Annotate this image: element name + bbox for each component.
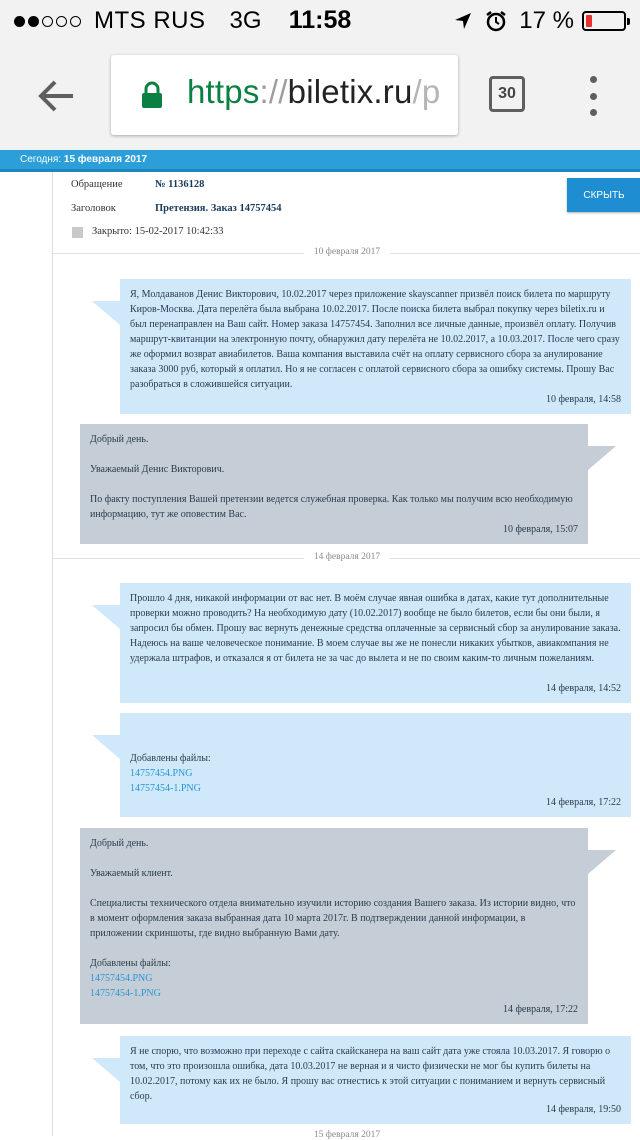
browser-toolbar — [0, 40, 640, 150]
alarm-clock-icon — [485, 10, 507, 32]
attachments-label: Добавлены файлы: — [130, 753, 211, 764]
closed-status: Закрыто: 15-02-2017 10:42:33 — [92, 226, 224, 237]
message-time: 14 февраля, 17:22 — [545, 797, 621, 808]
ticket-title: Претензия. Заказ 14757454 — [155, 203, 282, 214]
attachments-label: Добавлены файлы: — [90, 958, 171, 969]
message-user — [120, 583, 631, 703]
back-button[interactable] — [30, 72, 82, 120]
today-label: Сегодня: — [20, 154, 62, 165]
message-time: 14 февраля, 19:50 — [545, 1104, 621, 1115]
message-user — [120, 713, 631, 817]
ticket-title-label: Заголовок — [71, 203, 116, 214]
date-divider: 14 февраля 2017 — [53, 552, 640, 562]
hide-button[interactable]: СКРЫТЬ — [567, 178, 640, 212]
overflow-menu-icon[interactable] — [583, 76, 603, 116]
message-time: 10 февраля, 14:58 — [545, 394, 621, 405]
message-text: По факту поступления Вашей претензии ведется служебная проверка. Как только мы получим всю необходимую информацию, тут же оповестим Вас. — [90, 494, 573, 520]
attachment-link[interactable]: 14757454.PNG — [130, 768, 193, 779]
battery-icon — [582, 11, 626, 31]
battery-percent: 17 % — [519, 7, 574, 34]
clock: 11:58 — [288, 6, 352, 34]
message-text: Специалисты технического отдела внимательно изучили историю создания Вашего заказа. Из истории видно, что в момент оформления заказа выбранная дата 10 марта 2017г. В подтверждении данной информации, в приложении скриншоты, где видно выбранную Вами дату. — [90, 898, 576, 939]
date-divider: 15 февраля 2017 — [53, 1130, 640, 1140]
status-left — [14, 7, 262, 35]
message-text: Я не спорю, что возможно при переходе с сайта скайсканера на ваш сайт дата уже стояла 10.03.2017. Я говорю о том, что это произошла ошибка, дата 10.03.2017 не верная и я чисто физически не мог бы купить билеты на 10.02.2017, потому как их не было. Я прошу вас отнестись к этой ситуации с пониманием и вернуть сервисный сбор. — [130, 1046, 611, 1102]
today-bar — [0, 150, 640, 172]
tab-switcher-button[interactable]: 30 — [489, 76, 525, 112]
back-arrow-icon — [37, 79, 75, 113]
message-user — [120, 279, 631, 414]
battery-level — [586, 15, 592, 27]
message-support — [80, 424, 588, 544]
message-time: 10 февраля, 15:07 — [502, 524, 578, 535]
message-text: Добрый день. — [90, 434, 149, 445]
lock-icon — [141, 81, 163, 114]
today-date: 15 февраля 2017 — [63, 154, 148, 165]
ticket-thread — [52, 172, 640, 1140]
message-support — [80, 828, 588, 1024]
url-text: https://biletix.ru/p — [187, 73, 441, 110]
status-bar — [0, 0, 640, 40]
attachment-link[interactable]: 14757454.PNG — [90, 973, 153, 984]
message-text: Я, Молдаванов Денис Викторович, 10.02.2017 через приложение skayscanner призвёл поиск билета по маршруту Киров-Москва. Дата перелёта была выбрана 10.02.2017. После поиска билета выбрал покупку через biletix.ru и был перенаправлен на Ваш сайт. Номер заказа 14757454. Заполнил все личные данные, произвёл оплату. Получив маршрут-квитанции на электронную почту, обнаружил дату перелёта не 10.02.2017, а 10.03.2017. После чего сразу же оформил возврат авиабилетов. Ваша компания выставила счёт на оплату сервисного сбора за анулирование заказа 3000 руб, который я оплатил. Но я не согласен с оплатой сервисного сбора за ошибку системы. Прошу Вас разобраться в сложившейся ситуации. — [130, 289, 620, 390]
message-text: Уважаемый клиент. — [90, 868, 173, 879]
message-text: Уважаемый Денис Викторович. — [90, 464, 225, 475]
status-right — [453, 7, 626, 35]
carrier-name: MTS RUS — [94, 7, 206, 34]
signal-strength-icon — [14, 16, 84, 27]
location-arrow-icon — [453, 11, 473, 31]
message-time: 14 февраля, 17:22 — [502, 1004, 578, 1015]
message-text: Прошло 4 дня, никакой информации от вас нет. В моём случае явная ошибка в датах, какие тут дополнительные проверки можно проводить? На необходимую дату (10.02.2017) вообще не было билетов, если бы они были, я запросил бы обмен. Прошу вас вернуть денежные средства оплаченные за сервисный сбор за анулирование заказа. Надеюсь на ваше человеческое понимание. В моем случае вы же не понесли никаких убытков, авиакомпания не удержала штрафов, и отказался я от билета не за час до вылета и не по своим каким-то личным пожеланиям. — [130, 593, 621, 664]
date-divider: 10 февраля 2017 — [53, 247, 640, 257]
attachment-link[interactable]: 14757454-1.PNG — [130, 783, 201, 794]
message-user — [120, 1036, 631, 1124]
message-text: Добрый день. — [90, 838, 149, 849]
network-type: 3G — [229, 7, 262, 34]
ticket-number: № 1136128 — [155, 179, 205, 190]
address-bar[interactable] — [111, 55, 458, 135]
attachment-link[interactable]: 14757454-1.PNG — [90, 988, 161, 999]
ticket-number-label: Обращение — [71, 179, 123, 190]
closed-checkbox — [72, 227, 83, 238]
message-time: 14 февраля, 14:52 — [545, 683, 621, 694]
